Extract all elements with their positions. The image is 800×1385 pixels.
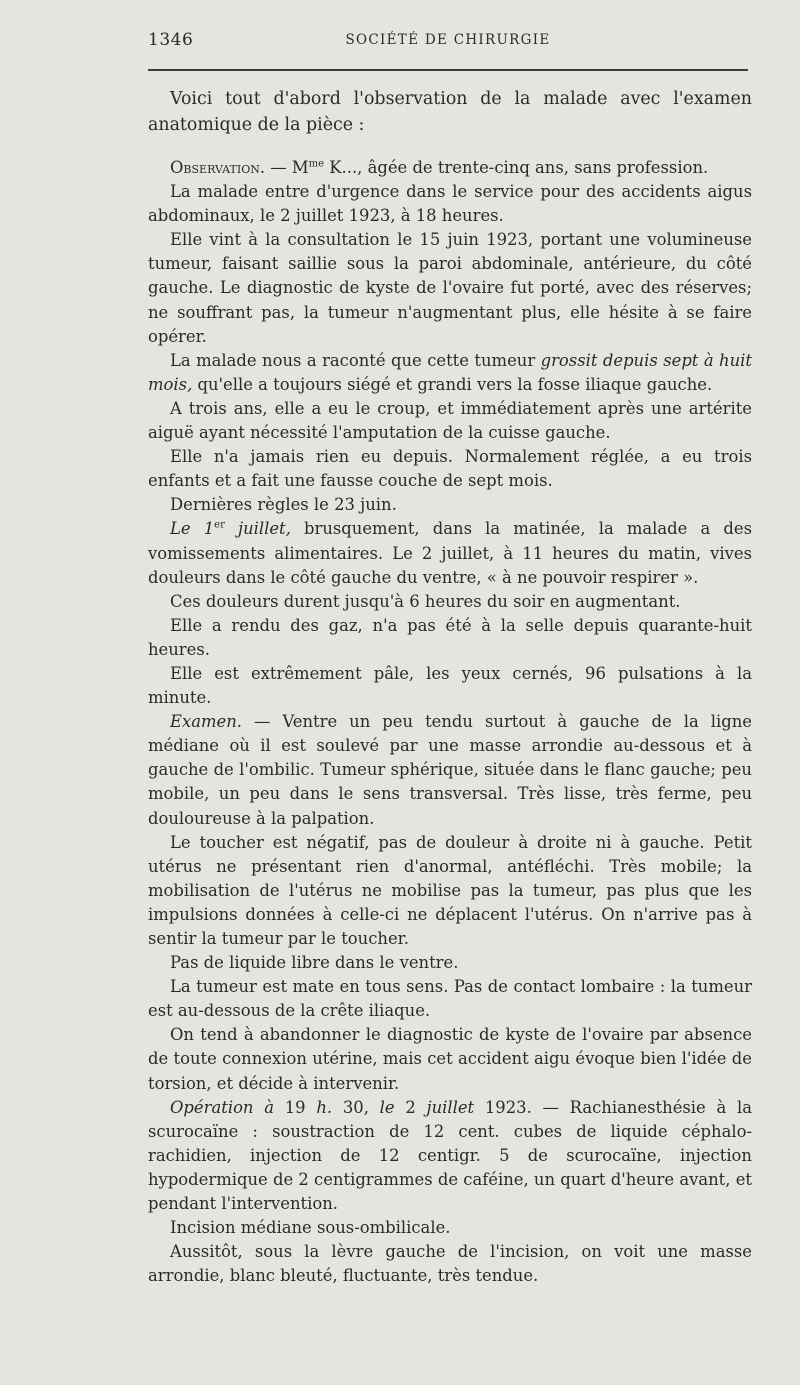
paragraph: A trois ans, elle a eu le croup, et immédiatement après une artérite aiguë ayant nécessité l'amputation de la cuisse gauche. (148, 398, 752, 443)
page-number: 1346 (148, 30, 194, 50)
paragraph: Examen. — Ventre un peu tendu surtout à gauche de la ligne médiane où il est soulevé par une masse arrondie au-dessous et à gauche de l'ombilic. Tumeur sphérique, située dans le flanc gauche; peu mobile, un peu dans le sens transversal. Très lisse, très ferme, peu douloureuse à la palpation. (148, 712, 752, 828)
observation-label: Observation. (170, 158, 266, 177)
paragraph: Aussitôt, sous la lèvre gauche de l'incision, on voit une masse arrondie, blanc bleuté, fluctuante, très tendue. (148, 1242, 752, 1286)
paragraph: La malade nous a raconté que cette tumeur grossit depuis sept à huit mois, qu'elle a toujours siégé et grandi vers la fosse iliaque gauche. (148, 350, 752, 394)
paragraph: Incision médiane sous-ombilicale. (170, 1218, 451, 1238)
paragraph: Pas de liquide libre dans le ventre. (170, 953, 459, 973)
paragraph: Elle vint à la consultation le 15 juin 1923, portant une volumineuse tumeur, faisant saillie sous la paroi abdominale, antérieure, du côté gauche. Le diagnostic de kyste de l'ovaire fut porté, avec des réserves; ne souffrant pas, la tumeur n'augmentant plus, elle hésite à se faire opérer. (148, 230, 752, 346)
paragraph: Le toucher est négatif, pas de douleur à droite ni à gauche. Petit utérus ne présentant rien d'anormal, antéfléchi. Très mobile; la mobilisation de l'utérus ne mobilise pas la tumeur, pas plus que les impulsions données à celle-ci ne déplacent l'utérus. On n'arrive pas à sentir la tumeur par le toucher. (148, 832, 752, 948)
paragraph: On tend à abandonner le diagnostic de kyste de l'ovaire par absence de toute connexion utérine, mais cet accident aigu évoque bien l'idée de torsion, et décide à intervenir. (148, 1025, 752, 1093)
paragraph: Elle est extrêmement pâle, les yeux cernés, 96 pulsations à la minute. (148, 663, 752, 708)
paragraph: La tumeur est mate en tous sens. Pas de contact lombaire : la tumeur est au-dessous de la crête iliaque. (148, 977, 752, 1021)
paragraph: Elle n'a jamais rien eu depuis. Normalement réglée, a eu trois enfants et a fait une fausse couche de sept mois. (148, 447, 752, 491)
paragraph: La malade entre d'urgence dans le service pour des accidents aigus abdominaux, le 2 juillet 1923, à 18 heures. (148, 182, 752, 226)
header-rule (148, 69, 748, 71)
paragraph: Elle a rendu des gaz, n'a pas été à la selle depuis quarante-huit heures. (148, 615, 752, 659)
paragraph: Opération à 19 h. 30, le 2 juillet 1923. — Rachianesthésie à la scurocaïne : soustraction de 12 cent. cubes de liquide céphalo-rachidien, injection de 12 centigr. 5 de scurocaïne, injection hypodermique de 2 centigrammes de caféine, un quart d'heure avant, et pendant l'intervention. (148, 1097, 752, 1214)
running-title: SOCIÉTÉ DE CHIRURGIE (345, 32, 551, 48)
observation-heading: Observation. — $M^{me}$ K..., âgée de trente-cinq ans, sans profession. (170, 158, 709, 177)
intro-paragraph: Voici tout d'abord l'observation de la malade avec l'examen anatomique de la pièce : (148, 89, 752, 135)
body-text (148, 86, 752, 1288)
paragraph: Dernières règles le 23 juin. (170, 495, 397, 515)
paragraph: Le 1er juillet, brusquement, dans la matinée, la malade a des vomissements alimentaires. Le 2 juillet, à 11 heures du matin, vives douleurs dans le côté gauche du ventre, « à ne pouvoir respirer ». (148, 519, 752, 587)
paragraph: Ces douleurs durent jusqu'à 6 heures du soir en augmentant. (170, 591, 681, 611)
page-header (148, 30, 748, 56)
